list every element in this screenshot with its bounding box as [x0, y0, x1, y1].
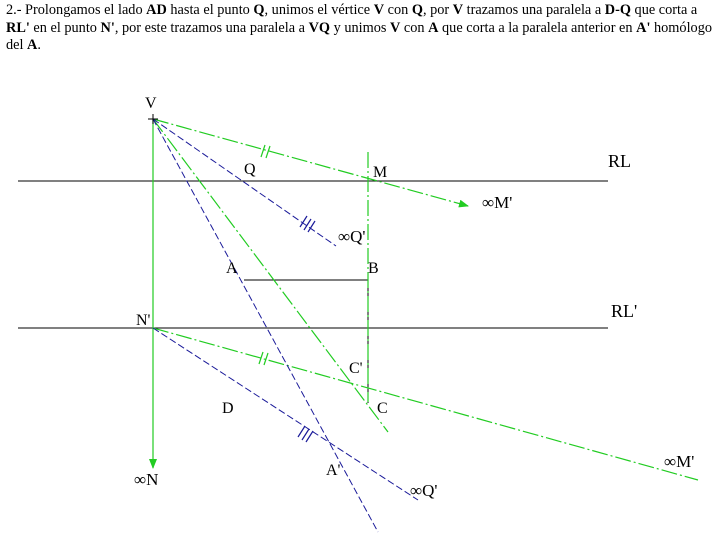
caption-text-run: con [384, 2, 412, 18]
caption-text-run: en el punto [29, 19, 101, 36]
label-d: D [222, 400, 234, 417]
label-c: C [377, 400, 388, 417]
caption-bold-term: D-Q [604, 2, 631, 18]
caption-text-run: con [400, 19, 429, 36]
caption-bold-term: VQ [308, 19, 331, 36]
label-inf-q-prime-top: ∞Q' [338, 227, 366, 246]
label-m: M [373, 164, 388, 181]
label-a: A [226, 260, 238, 277]
caption-bold-term: A [27, 37, 38, 53]
label-inf-m-prime-bottom: ∞M' [664, 452, 695, 471]
caption-bold-term: RL' [6, 19, 30, 36]
caption-text-run: , unimos el vértice [264, 2, 374, 18]
label-n-prime: N' [136, 312, 151, 329]
caption-bold-term: A' [636, 19, 651, 36]
label-v: V [145, 95, 157, 112]
caption-text-run: 2.- Prolongamos el lado [6, 2, 147, 18]
green-parallel-mark-bottom [259, 352, 268, 365]
label-inf-q-prime-bottom: ∞Q' [410, 481, 438, 500]
caption-bold-term: Q [253, 2, 265, 18]
caption-bold-term: AD [146, 2, 167, 18]
caption-bold-term: V [452, 2, 464, 18]
label-c-prime: C' [349, 360, 363, 377]
caption-bold-term: Q [411, 2, 423, 18]
caption-text-run: que corta a la paralela anterior en [438, 19, 637, 36]
label-a-prime: A' [326, 462, 341, 479]
green-line-v-through-c-prime [153, 119, 388, 432]
vertex-v-point [148, 114, 158, 124]
caption-bold-term: A [428, 19, 439, 36]
caption-text-run: trazamos una paralela a [463, 2, 605, 18]
label-inf-m-prime-top: ∞M' [482, 193, 513, 212]
label-q: Q [244, 161, 256, 178]
blue-line-v-to-inf-q-prime [153, 119, 336, 246]
caption-text-run: . [37, 37, 41, 53]
caption-bold-term: V [390, 19, 401, 36]
green-parallel-mark-top [261, 145, 270, 158]
caption-text-run: , por este trazamos una paralela a [114, 19, 309, 36]
label-rl-prime: RL' [611, 301, 638, 321]
green-line-n-prime-parallel [153, 328, 698, 480]
blue-parallel-mark-bottom [298, 426, 313, 442]
caption-bold-term: N' [100, 19, 115, 36]
caption-text-run: homólogo del [6, 19, 712, 53]
label-inf-n: ∞N [134, 470, 159, 489]
caption-text-run: que corta a [630, 2, 698, 18]
caption-bold-term: V [373, 2, 385, 18]
caption-text-run: hasta el punto [166, 2, 254, 18]
caption-text-run: , por [422, 2, 453, 18]
caption-text-run: y unimos [330, 19, 390, 36]
green-line-v-to-inf-m-prime [153, 119, 468, 206]
label-b: B [368, 260, 379, 277]
label-rl: RL [608, 151, 632, 171]
